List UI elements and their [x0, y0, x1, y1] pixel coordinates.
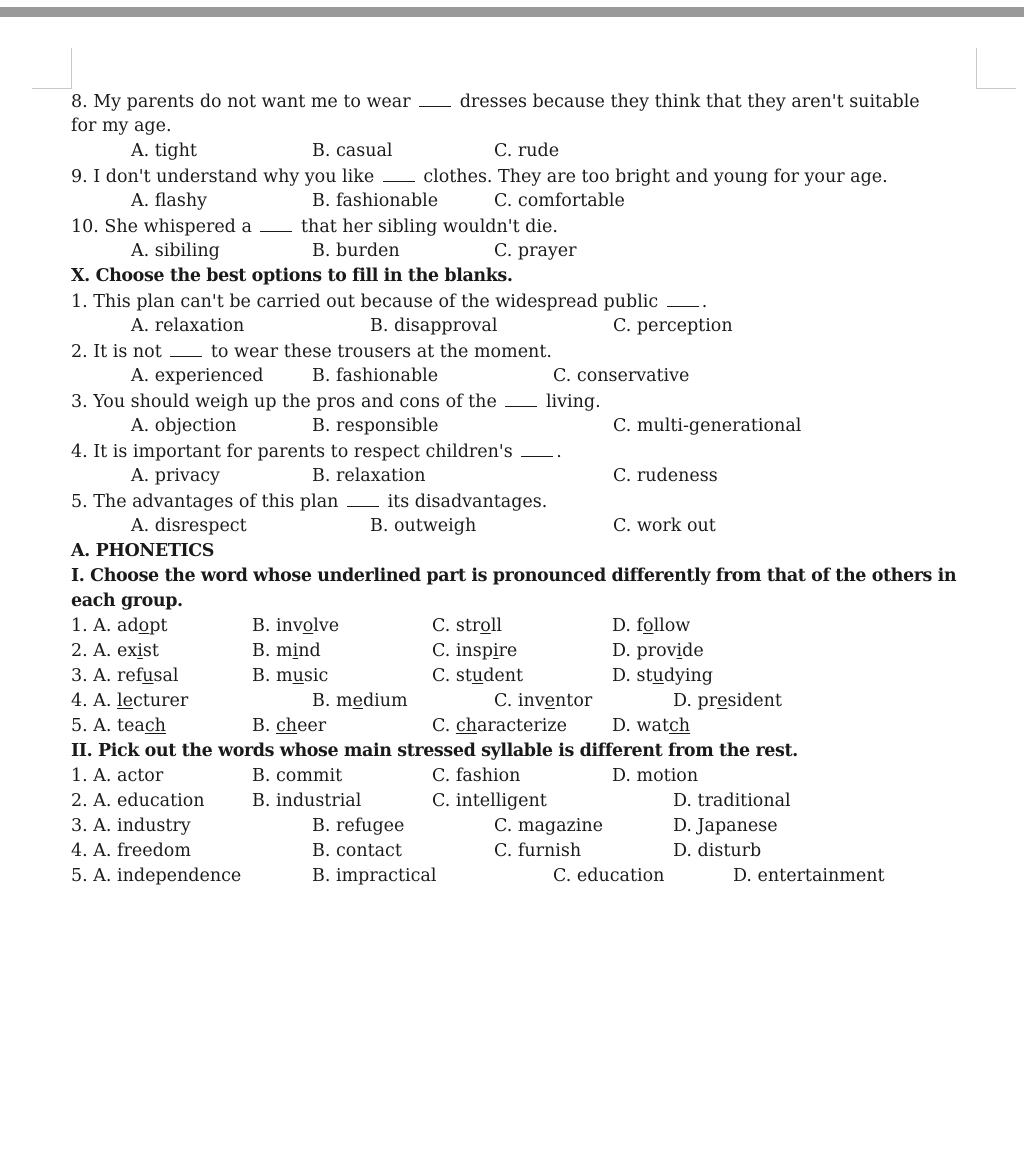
phonetics-option: D. president: [673, 691, 782, 711]
x-question-2-options: [71, 364, 971, 389]
option-a: A. privacy: [131, 466, 220, 486]
phonetics-option: B. medium: [312, 691, 408, 711]
phonetics-part2-row: [71, 864, 971, 889]
phonetics-part1-row: [71, 614, 971, 639]
phonetics-option: C. inventor: [494, 691, 593, 711]
x-question-4: 4. It is important for parents to respect children's .: [71, 439, 971, 464]
answer-blank: [260, 214, 292, 232]
phonetics-option: 4. A. lecturer: [71, 691, 189, 711]
underlined-part: e: [717, 691, 728, 711]
crop-mark-top-left-h: [32, 88, 72, 89]
phonetics-option: D. disturb: [673, 841, 762, 861]
phonetics-option: D. studying: [612, 666, 713, 686]
answer-blank: [505, 389, 537, 407]
answer-blank: [347, 489, 379, 507]
phonetics-part1-row: [71, 714, 971, 739]
option-c: C. conservative: [553, 366, 690, 386]
phonetics-option: D. Japanese: [673, 816, 778, 836]
phonetics-option: C. stroll: [432, 616, 503, 636]
x-question-5: 5. The advantages of this plan its disadvantages.: [71, 489, 971, 514]
question-9-options: [71, 189, 971, 214]
underlined-part: o: [643, 616, 654, 636]
question-9: 9. I don't understand why you like clothes. They are too bright and young for your age.: [71, 164, 971, 189]
section-x-heading: X. Choose the best options to fill in the blanks.: [71, 266, 513, 286]
underlined-part: o: [480, 616, 491, 636]
answer-blank: [170, 339, 202, 357]
phonetics-part1-heading: I. Choose the word whose underlined part is pronounced differently from that of the others in each group.: [71, 566, 957, 611]
phonetics-option: B. involve: [252, 616, 340, 636]
phonetics-option: D. follow: [612, 616, 691, 636]
option-b: B. fashionable: [312, 366, 439, 386]
phonetics-option: C. fashion: [432, 766, 521, 786]
option-c: C. prayer: [494, 241, 577, 261]
x-question-1: 1. This plan can't be carried out because of the widespread public .: [71, 289, 971, 314]
phonetics-option: 3. A. industry: [71, 816, 191, 836]
phonetics-option: D. motion: [612, 766, 699, 786]
underlined-part: i: [492, 641, 499, 661]
option-c: C. rude: [494, 141, 560, 161]
option-b: B. responsible: [312, 416, 439, 436]
phonetics-option: 1. A. adopt: [71, 616, 168, 636]
phonetics-option: B. cheer: [252, 716, 327, 736]
option-c: C. rudeness: [613, 466, 718, 486]
phonetics-option: C. magazine: [494, 816, 603, 836]
underlined-part: i: [676, 641, 683, 661]
phonetics-option: D. entertainment: [733, 866, 885, 886]
option-b: B. burden: [312, 241, 400, 261]
underlined-part: u: [142, 666, 154, 686]
x-question-3: 3. You should weigh up the pros and cons of the living.: [71, 389, 971, 414]
phonetics-option: D. provide: [612, 641, 704, 661]
phonetics-option: C. inspire: [432, 641, 518, 661]
phonetics-option: C. furnish: [494, 841, 582, 861]
phonetics-option: B. mind: [252, 641, 321, 661]
underlined-part: u: [471, 666, 484, 686]
option-a: A. tight: [131, 141, 197, 161]
underlined-part: ch: [668, 716, 691, 736]
option-a: A. flashy: [131, 191, 208, 211]
phonetics-part2-row: [71, 814, 971, 839]
crop-mark-top-right-h: [976, 88, 1016, 89]
phonetics-option: 2. A. education: [71, 791, 205, 811]
question-8: 8. My parents do not want me to wear dresses because they think that they aren't suitable: [71, 89, 971, 114]
crop-mark-top-right: [976, 48, 977, 88]
phonetics-part2-row: [71, 764, 971, 789]
question-10: 10. She whispered a that her sibling wouldn't die.: [71, 214, 971, 239]
phonetics-heading: A. PHONETICS: [71, 541, 215, 561]
question-8-cont: for my age.: [71, 116, 172, 136]
option-a: A. sibiling: [131, 241, 220, 261]
phonetics-option: B. music: [252, 666, 329, 686]
phonetics-option: C. student: [432, 666, 524, 686]
x-question-5-options: [71, 514, 971, 539]
top-scroll-bar: [0, 7, 1024, 17]
phonetics-option: B. refugee: [312, 816, 405, 836]
underlined-part: ch: [276, 716, 298, 736]
option-b: B. fashionable: [312, 191, 439, 211]
option-c: C. multi-generational: [613, 416, 802, 436]
answer-blank: [521, 439, 553, 457]
option-b: B. outweigh: [370, 516, 477, 536]
underlined-part: i: [292, 641, 299, 661]
option-b: B. relaxation: [312, 466, 426, 486]
crop-mark-top-left: [71, 48, 72, 88]
underlined-part: i: [137, 641, 143, 661]
phonetics-part2-row: [71, 789, 971, 814]
phonetics-option: 3. A. refusal: [71, 666, 179, 686]
option-a: A. disrespect: [131, 516, 247, 536]
phonetics-option: 5. A. teach: [71, 716, 166, 736]
phonetics-part1-row: [71, 689, 971, 714]
phonetics-option: B. impractical: [312, 866, 437, 886]
phonetics-option: 2. A. exist: [71, 641, 159, 661]
underlined-part: u: [652, 666, 664, 686]
phonetics-option: 1. A. actor: [71, 766, 164, 786]
phonetics-option: D. traditional: [673, 791, 791, 811]
phonetics-part1-row: [71, 639, 971, 664]
underlined-part: le: [117, 691, 133, 711]
phonetics-option: C. characterize: [432, 716, 567, 736]
phonetics-option: 5. A. independence: [71, 866, 242, 886]
option-c: C. perception: [613, 316, 733, 336]
phonetics-option: D. watch: [612, 716, 691, 736]
phonetics-option: C. intelligent: [432, 791, 547, 811]
option-b: B. casual: [312, 141, 393, 161]
x-question-1-options: [71, 314, 971, 339]
option-a: A. experienced: [131, 366, 264, 386]
phonetics-option: 4. A. freedom: [71, 841, 191, 861]
option-c: C. comfortable: [494, 191, 625, 211]
underlined-part: ch: [455, 716, 477, 736]
phonetics-part2-heading: II. Pick out the words whose main stressed syllable is different from the rest.: [71, 741, 798, 761]
option-a: A. relaxation: [131, 316, 245, 336]
underlined-part: ch: [144, 716, 166, 736]
question-8-options: [71, 139, 971, 164]
document-page: [71, 89, 971, 889]
underlined-part: e: [352, 691, 363, 711]
option-b: B. disapproval: [370, 316, 498, 336]
question-10-options: [71, 239, 971, 264]
phonetics-option: B. contact: [312, 841, 402, 861]
underlined-part: o: [138, 616, 150, 636]
phonetics-part1-row: [71, 664, 971, 689]
answer-blank: [419, 89, 451, 107]
phonetics-part1-list: [71, 614, 971, 739]
x-question-4-options: [71, 464, 971, 489]
x-question-3-options: [71, 414, 971, 439]
answer-blank: [383, 164, 415, 182]
phonetics-part2-row: [71, 839, 971, 864]
underlined-part: o: [302, 616, 314, 636]
underlined-part: e: [544, 691, 556, 711]
option-c: C. work out: [613, 516, 716, 536]
phonetics-option: B. industrial: [252, 791, 362, 811]
x-question-2: 2. It is not to wear these trousers at the moment.: [71, 339, 971, 364]
phonetics-option: B. commit: [252, 766, 343, 786]
phonetics-part2-list: [71, 764, 971, 889]
option-a: A. objection: [131, 416, 237, 436]
answer-blank: [667, 289, 699, 307]
underlined-part: u: [292, 666, 304, 686]
phonetics-option: C. education: [553, 866, 665, 886]
